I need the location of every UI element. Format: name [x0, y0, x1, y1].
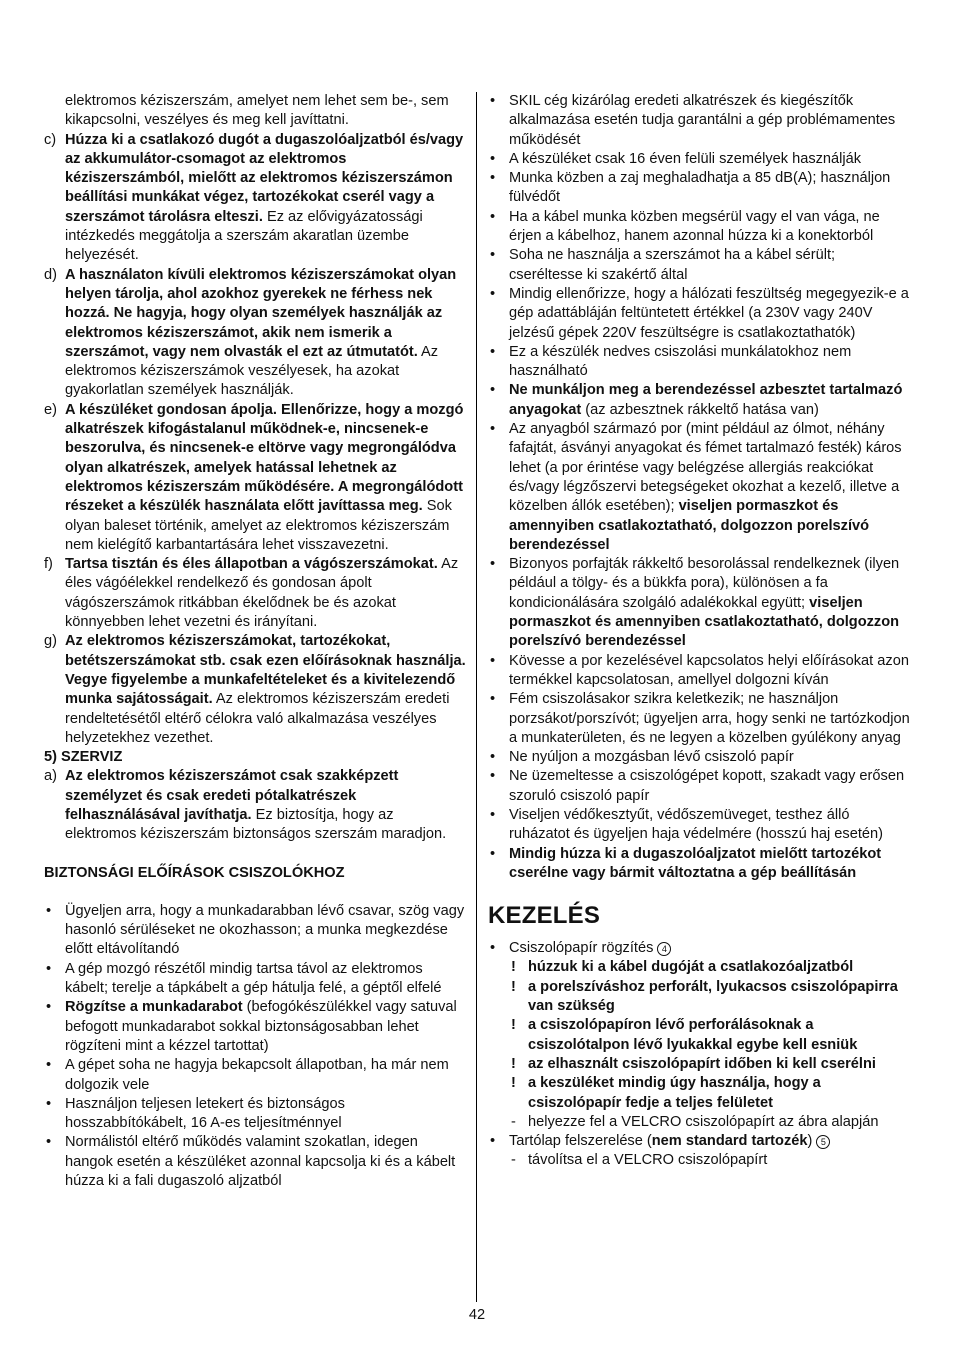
bullet-dot: •	[490, 382, 496, 399]
warning-text: a csiszolópapíron lévő perforálásoknak a csiszolótalpon lévő lyukakkal egybe kell esniük	[528, 1017, 858, 1053]
kezeles-item-1-text: Csiszolópapír rögzítés	[509, 940, 658, 957]
intro-text: elektromos kéziszerszám, amelyet nem lehet sem be-, sem kikapcsolni, veszélyes és meg kell javíttatni.	[65, 93, 449, 129]
step-dash-2-text: távolítsa el a VELCRO csiszolópapírt	[528, 1152, 768, 1169]
bullet-dot: •	[46, 960, 52, 977]
right-bullet-item	[488, 767, 910, 806]
rule-f	[44, 555, 466, 632]
bullet-bold: Mindig húzza ki a dugaszolóaljzatot mielőtt tartozékot cserélne vagy bármit változtatna a gép beállításán	[509, 845, 882, 881]
kezeles-item-1	[488, 939, 910, 958]
left-bullet-item	[44, 1133, 466, 1191]
warning-item	[488, 958, 910, 977]
bullet-text: (az azbesztnek rákkeltő hatása van)	[581, 401, 819, 418]
bullet-dot: •	[490, 150, 496, 167]
rule-c-bold: Húzza ki a csatlakozó dugót a dugaszolóaljzatból és/vagy az akkumulátor-csomagot az elektromos kéziszerszámból, mielőtt az elektromos kéziszerszámon beállítási munkákat végez, tartozékokat cserél vagy a szerszámot tárolásra elteszi.	[65, 131, 464, 225]
bullet-dot: •	[490, 421, 496, 438]
bullet-dot: •	[490, 940, 496, 957]
right-bullet-item	[488, 246, 910, 285]
bullet-text: Bizonyos porfajták rákkeltő besorolással rendelkeznek (ilyen például a tölgy- és a bükkfa pora), különösen a fa kondicionálására szolgáló adalékokkal együtt;	[509, 556, 900, 611]
bullet-bold: Rögzítse a munkadarabot	[65, 999, 243, 1016]
bullet-text: Ne üzemeltesse a csiszológépet kopott, szakadt vagy erősen szoruló csiszoló papír	[509, 768, 905, 804]
bullet-dot: •	[46, 1057, 52, 1074]
warning-mark: !	[511, 978, 516, 995]
column-divider	[476, 92, 477, 1302]
warning-text: a keszüléket mindig úgy használja, hogy a csiszolópapír fedje a teljes felületet	[528, 1075, 821, 1111]
right-bullet-item	[488, 208, 910, 247]
safety-heading: BIZTONSÁGI ELŐÍRÁSOK CSISZOLÓKHOZ	[44, 864, 345, 881]
warning-item	[488, 1074, 910, 1113]
right-bullet-item	[488, 381, 910, 420]
step-dash-1	[488, 1113, 910, 1132]
kezeles-item-2-after: )	[807, 1133, 817, 1150]
warning-text: a porelszíváshoz perforált, lyukacsos csiszolópapirra van szükség	[528, 978, 898, 1015]
bullet-text: Ez a készülék nedves csiszolási munkálatokhoz nem használható	[509, 343, 852, 380]
left-bullet-item	[44, 902, 466, 960]
warning-text: húzzuk ki a kábel dugóját a csatlakozóaljzatból	[528, 959, 854, 976]
right-bullet-item	[488, 92, 910, 150]
rule-e-bold: A készüléket gondosan ápolja. Ellenőrizze, hogy a mozgó alkatrészek kifogástalanul működnek-e, nincsenek-e beszorulva, és nincsenek-e eltörve vagy megrongálódva olyan alkatrészek, amelyek hatással lehetnek az elektromos kéziszerszám működésére. A megrongálódott részeket a készülék használata előtt javíttassa meg.	[65, 401, 464, 515]
warning-mark: !	[511, 1017, 516, 1034]
bullet-dot: •	[490, 343, 496, 360]
figure-ref-4-icon: 4	[657, 942, 671, 956]
rule-a	[44, 767, 466, 844]
bullet-dot: •	[490, 556, 496, 573]
rule-c-marker: c)	[44, 131, 57, 148]
rule-g-marker: g)	[44, 633, 57, 650]
left-bullet-item	[44, 1095, 466, 1134]
rule-g-text: Az elektromos kéziszerszám eredeti rendeltetésétől eltérő célokra való alkalmazása veszélyes helyzetekhez vezethet.	[65, 691, 450, 746]
rule-e-text: Sok olyan baleset történik, amelyet az elektromos kéziszerszám nem kielégítő karbantartására lehet visszavezetni.	[65, 498, 452, 553]
bullet-dot: •	[490, 285, 496, 302]
kezeles-item-2-text: Tartólap felszerelése (	[509, 1133, 652, 1150]
bullet-text: Viseljen védőkesztyűt, védőszemüveget, testhez álló ruházatot és ügyeljen haja védelmére (hosszú haj esetén)	[509, 806, 883, 843]
bullet-dot: •	[490, 768, 496, 785]
bullet-dot: •	[490, 652, 496, 669]
warning-list	[488, 958, 910, 1112]
bullet-dot: •	[490, 170, 496, 187]
bullet-dot: •	[490, 749, 496, 766]
left-bullet-item	[44, 960, 466, 999]
warning-item	[488, 978, 910, 1017]
bullet-text: A gépet soha ne hagyja bekapcsolt állapotban, ha már nem dolgozik vele	[65, 1057, 449, 1093]
rule-d-bold: A használaton kívüli elektromos kéziszerszámokat olyan helyen tárolja, ahol azokhoz gyerekek ne férhess nek hozzá. Ne hagyja, hogy olyan személyek használják az elektromos kéziszerszámot, akik nem ismerik a szerszámot, vagy nem olvasták el ezt az útmutatót.	[65, 266, 457, 360]
bullet-text: Soha ne használja a szerszámot ha a kábel sérült; cseréltesse ki szakértő által	[509, 247, 836, 283]
bullet-text: SKIL cég kizárólag eredeti alkatrészek és kiegészítők alkalmazása esetén tudja garantálni a gép problémamentes működését	[509, 93, 896, 148]
bullet-text: Használjon teljesen letekert és biztonságos hosszabbítókábelt, 16 A-es teljesítménnyel	[65, 1095, 345, 1132]
bullet-dot: •	[46, 1134, 52, 1151]
bullet-dot: •	[46, 999, 52, 1016]
right-bullet-item	[488, 420, 910, 555]
right-bullet-item	[488, 845, 910, 884]
warning-mark: !	[511, 959, 516, 976]
rule-f-bold: Tartsa tisztán és éles állapotban a vágószerszámokat.	[65, 556, 438, 573]
bullet-text: Mindig ellenőrizze, hogy a hálózati feszültség megegyezik-e a gép adattábláján feltüntetett értékkel (a 230V vagy 240V jelzésű gépek 220V feszültségre is csatlakoztathatók)	[509, 285, 909, 341]
bullet-dot: •	[46, 1095, 52, 1112]
right-bullet-item	[488, 806, 910, 845]
bullet-text: Ne nyúljon a mozgásban lévő csiszoló papír	[509, 749, 794, 766]
warning-item	[488, 1016, 910, 1055]
left-bullet-item	[44, 1056, 466, 1095]
rule-a-bold: Az elektromos kéziszerszámot csak szakképzett személyzet és csak eredeti pótalkatrészek felhasználásával javíthatja.	[65, 768, 399, 823]
bullet-dot: •	[490, 845, 496, 862]
kezeles-heading: KEZELÉS	[488, 902, 601, 930]
right-bullet-item	[488, 690, 910, 748]
rule-e	[44, 401, 466, 555]
bullet-text: Ha a kábel munka közben megsérül vagy el van vága, ne érjen a kábelhoz, hanem azonnal húzza ki a konektorból	[509, 208, 880, 245]
bullet-text: Normálistól eltérő működés valamint szokatlan, idegen hangok esetén a készüléket azonnal kapcsolja ki és a kábelt húzza ki a fali dugaszoló aljzatból	[65, 1134, 456, 1190]
bullet-dot: •	[490, 1133, 496, 1150]
bullet-dot: •	[490, 691, 496, 708]
rule-d-text: Az elektromos kéziszerszámok veszélyesek, ha azokat gyakorlatlan személyek használják.	[65, 343, 439, 399]
left-column	[44, 92, 466, 1191]
step-dash-1-text: helyezze fel a VELCRO csiszolópapírt az ábra alapján	[528, 1113, 879, 1130]
bullet-text: Kövesse a por kezelésével kapcsolatos helyi előírásokat azon termékkel kapcsolatosan, amellyel dolgozni kíván	[509, 652, 909, 688]
right-bullet-item	[488, 555, 910, 651]
rule-a-text: Ez biztosítja, hogy az elektromos kéziszerszám biztonságos szerszám maradjon.	[65, 806, 447, 843]
warning-mark: !	[511, 1055, 516, 1072]
bullet-text: Az anyagból származó por (mint például az ólmot, néhány fafajtát, ásványi anyagokat és fémet tartalmazó festék) káros lehet (a por érintése vagy belégzése allergiás reakciókat és/vagy légzőszervi betegségeket okozhat a kezelő, illetve a közelben állók esetében);	[509, 421, 902, 515]
bullet-text: A készüléket csak 16 éven felüli személyek használják	[509, 150, 862, 167]
rule-e-marker: e)	[44, 401, 57, 418]
bullet-text: Munka közben a zaj meghaladhatja a 85 dB(A); használjon fülvédőt	[509, 170, 891, 206]
figure-ref-5-icon: 5	[816, 1135, 830, 1149]
bullet-text: A gép mozgó részétől mindig tartsa távol az elektromos kábelt; terelje a tápkábelt a gép hátulja felé, a géptől elfelé	[65, 960, 442, 997]
right-bullet-item	[488, 150, 910, 169]
warning-text: az elhasznált csiszolópapírt időben ki kell cserélni	[528, 1055, 876, 1072]
bullet-text: Fém csiszolásakor szikra keletkezik; ne használjon porzsákot/porszívót; ügyeljen arra, hogy senki ne tartózkodjon a munkaterületen, és ne legyen a közelben gyúlékony anyag	[509, 691, 910, 746]
rule-f-text: Az éles vágóélekkel rendelkező és gondosan ápolt vágószerszámok ritkábban ékelődnek be és azokat könnyebben lehet vezetni és irányítani.	[65, 556, 459, 631]
right-bullet-item	[488, 169, 910, 208]
bullet-dot: •	[46, 902, 52, 919]
rule-a-marker: a)	[44, 768, 57, 785]
right-bullet-item	[488, 285, 910, 343]
kezeles-item-2	[488, 1132, 910, 1151]
warning-mark: !	[511, 1075, 516, 1092]
bullet-bold-2: viseljen pormaszkot és amennyiben csatlakoztatható, dolgozzon porelszívó berendezéssel	[509, 498, 870, 553]
rule-g	[44, 632, 466, 748]
right-column	[488, 92, 910, 1171]
rule-d-marker: d)	[44, 266, 57, 283]
service-heading: 5) SZERVIZ	[44, 749, 123, 766]
bullet-text: (befogókészülékkel vagy satuval befogott munkadarabot sokkal biztonságosabban lehet rögzíteni mint a kézzel tartottat)	[65, 999, 457, 1054]
left-bullet-item	[44, 998, 466, 1056]
right-bullet-list	[488, 92, 910, 883]
dash-marker: -	[511, 1152, 516, 1169]
kezeles-item-2-bold: nem standard tartozék	[651, 1133, 808, 1150]
bullet-dot: •	[490, 806, 496, 823]
bullet-dot: •	[490, 208, 496, 225]
warning-item	[488, 1055, 910, 1074]
bullet-text: Ügyeljen arra, hogy a munkadarabban lévő csavar, szög vagy hasonló sérüléseket ne okozhasson; a munka megkezdése előtt eltávolítandó	[65, 902, 465, 958]
right-bullet-item	[488, 652, 910, 691]
step-dash-2	[488, 1151, 910, 1170]
right-bullet-item	[488, 343, 910, 382]
right-bullet-item	[488, 748, 910, 767]
left-bullet-list	[44, 902, 466, 1191]
rule-d	[44, 266, 466, 401]
rule-f-marker: f)	[44, 556, 53, 573]
rule-c	[44, 131, 466, 266]
page-number: 42	[468, 1307, 486, 1323]
bullet-dot: •	[490, 247, 496, 264]
bullet-bold-2: viseljen pormaszkot és amennyiben csatlakoztatható, dolgozzon porelszívó berendezéssel	[509, 594, 900, 650]
bullet-bold: Ne munkáljon meg a berendezéssel azbesztet tartalmazó anyagokat	[509, 382, 903, 418]
rule-g-bold: Az elektromos kéziszerszámokat, tartozékokat, betétszerszámokat stb. csak ezen előírásoknak használja. Vegye figyelembe a munkafeltételeket és a kivitelezendő munka sajátosságait.	[65, 633, 466, 708]
dash-marker: -	[511, 1113, 516, 1130]
bullet-dot: •	[490, 93, 496, 109]
rule-c-text: Ez az elővigyázatossági intézkedés meggátolja a szerszám akaratlan üzembe helyezését.	[65, 208, 423, 264]
